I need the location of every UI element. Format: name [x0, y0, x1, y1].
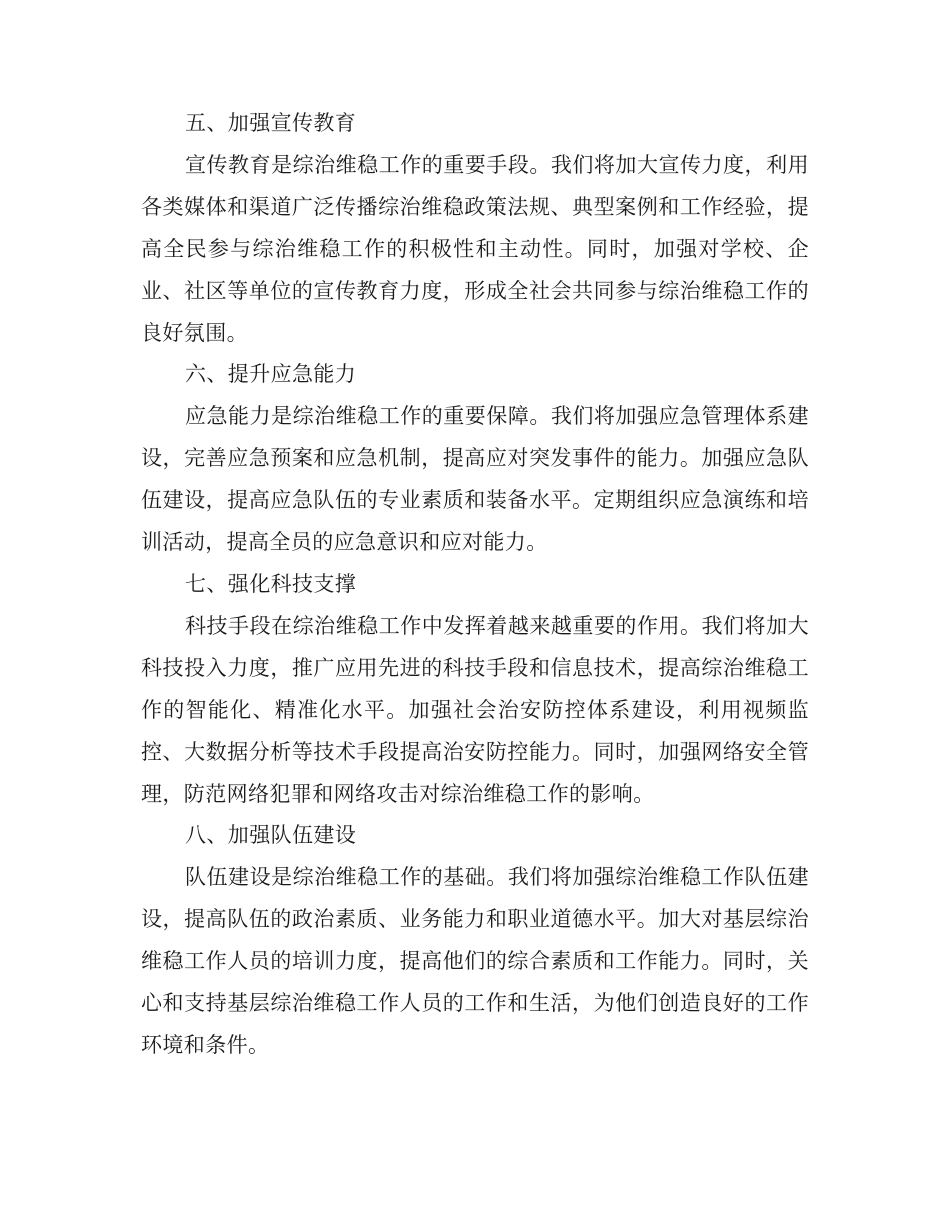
- section-heading-publicity-education: 五、加强宣传教育: [185, 111, 357, 135]
- section-paragraph-publicity-education: 宣传教育是综治维稳工作的重要手段。我们将加大宣传力度，利用各类媒体和渠道广泛传播综治维稳政策法规、典型案例和工作经验，提高全民参与综治维稳工作的积极性和主动性。同时，加强对学校、企业、社区等单位的宣传教育力度，形成全社会共同参与综治维稳工作的良好氛围。: [141, 152, 809, 345]
- section-paragraph-team-building: 队伍建设是综治维稳工作的基础。我们将加强综治维稳工作队伍建设，提高队伍的政治素质、业务能力和职业道德水平。加大对基层综治维稳工作人员的培训力度，提高他们的综合素质和工作能力。同时，关心和支持基层综治维稳工作人员的工作和生活，为他们创造良好的工作环境和条件。: [141, 865, 809, 1057]
- section-paragraph-technology-support: 科技手段在综治维稳工作中发挥着越来越重要的作用。我们将加大科技投入力度，推广应用先进的科技手段和信息技术，提高综治维稳工作的智能化、精准化水平。加强社会治安防控体系建设，利用视频监控、大数据分析等技术手段提高治安防控能力。同时，加强网络安全管理，防范网络犯罪和网络攻击对综治维稳工作的影响。: [141, 613, 809, 806]
- section-heading-emergency-capability: 六、提升应急能力: [185, 362, 357, 387]
- section-heading-team-building: 八、加强队伍建设: [185, 823, 357, 848]
- section-paragraph-emergency-capability: 应急能力是综治维稳工作的重要保障。我们将加强应急管理体系建设，完善应急预案和应急机制，提高应对突发事件的能力。加强应急队伍建设，提高应急队伍的专业素质和装备水平。定期组织应急演练和培训活动，提高全员的应急意识和应对能力。: [141, 404, 809, 555]
- section-heading-technology-support: 七、强化科技支撑: [185, 571, 357, 596]
- document-body: [141, 103, 809, 1067]
